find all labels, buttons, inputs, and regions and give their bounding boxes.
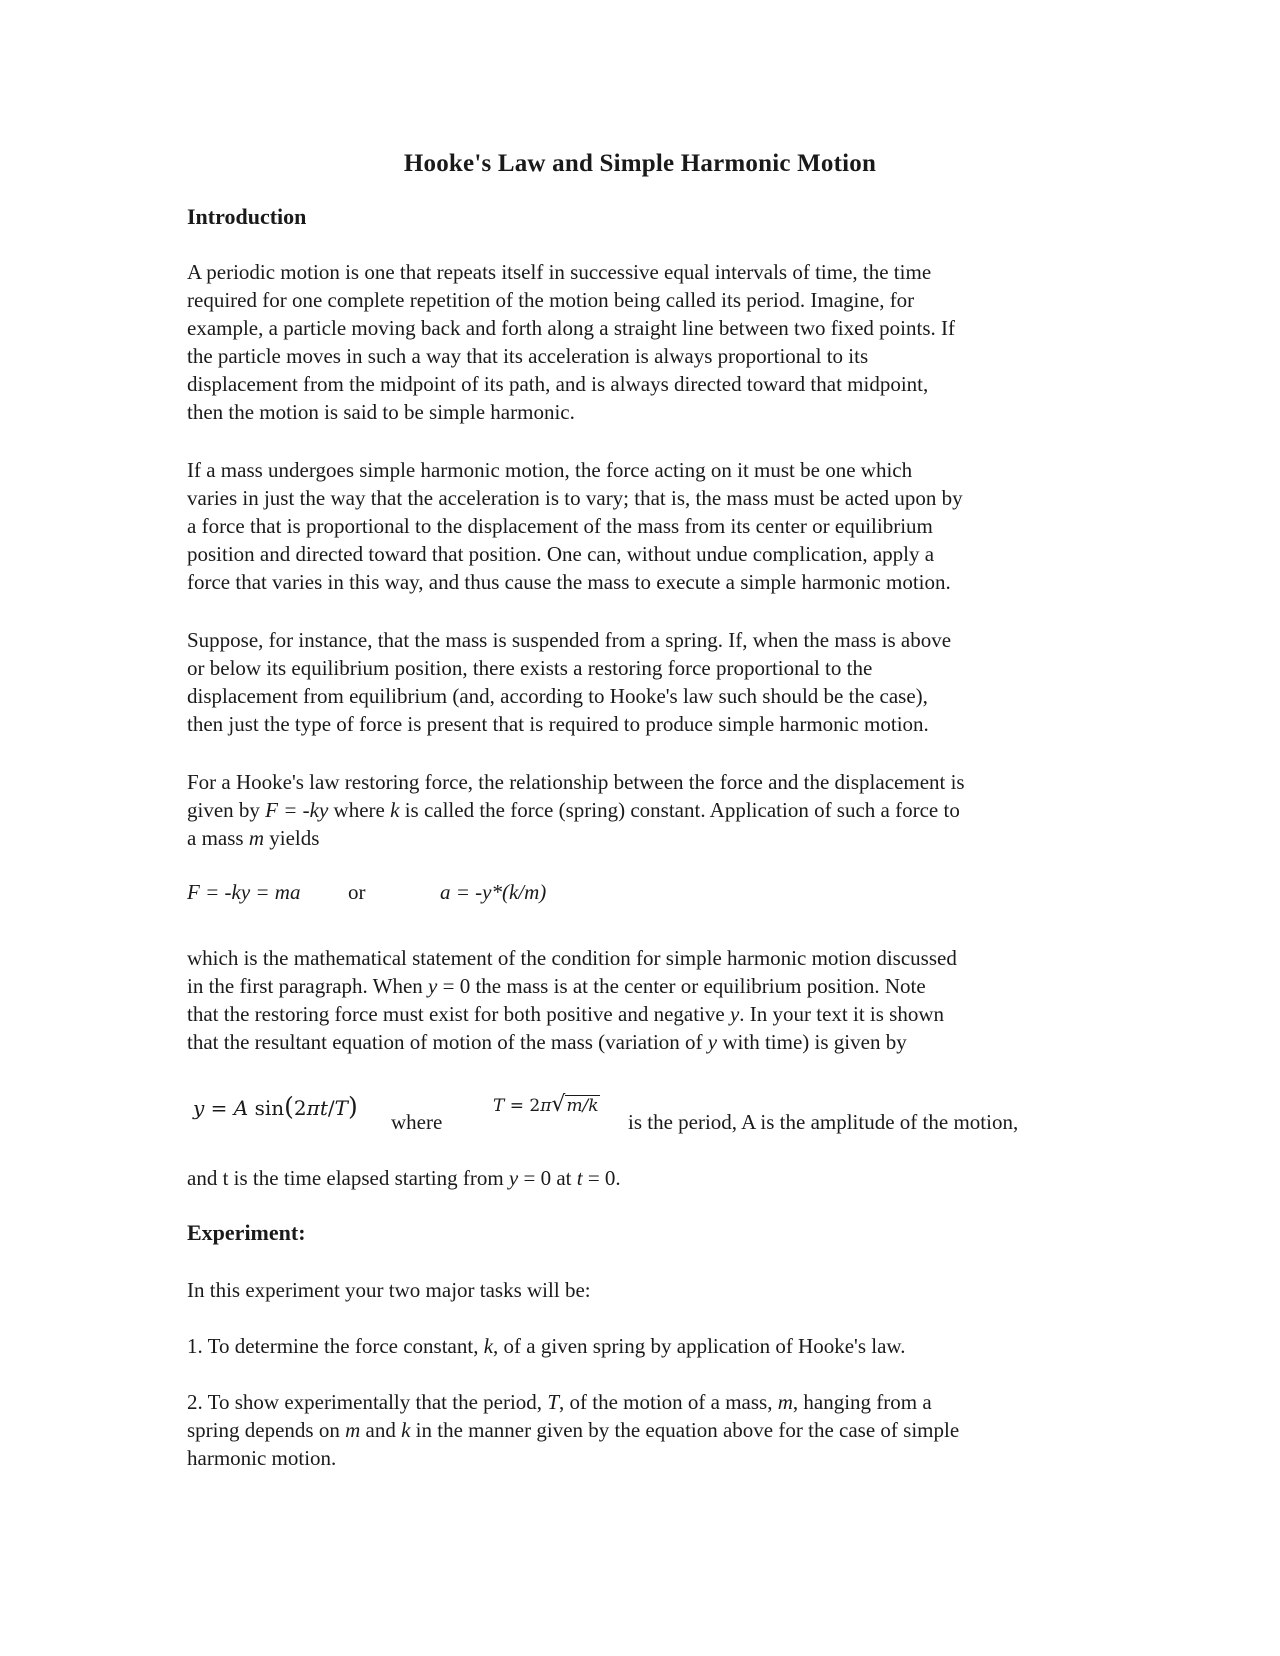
math-inline: y: [729, 1002, 740, 1026]
math-inline: m: [248, 826, 264, 850]
page-title: Hooke's Law and Simple Harmonic Motion: [403, 150, 877, 177]
math-symbol: T: [334, 1096, 348, 1120]
text-span: in the first paragraph. When: [187, 974, 429, 998]
math-symbol: m/k: [566, 1096, 599, 1116]
math-symbol: y: [193, 1096, 205, 1120]
text-line: [187, 1388, 1087, 1416]
math-symbol: A: [233, 1096, 249, 1120]
text-span: is called the force (spring) constant. Application of such a force to: [399, 798, 960, 822]
section-heading-introduction: Introduction: [187, 204, 307, 229]
text-line: Suppose, for instance, that the mass is suspended from a spring. If, when the mass is above: [187, 628, 952, 652]
experiment-task-2: [187, 1388, 1087, 1472]
math-inline: F = -ky: [265, 798, 329, 822]
intro-paragraph-3: [187, 626, 1087, 738]
math-symbol: = 2: [504, 1096, 541, 1116]
text-line: displacement from equilibrium (and, according to Hooke's law such should be the case),: [187, 684, 928, 708]
text-line: position and directed toward that position. One can, without undue complication, apply a: [187, 542, 935, 566]
section-heading-experiment: Experiment:: [187, 1220, 306, 1245]
text-span: yields: [264, 826, 320, 850]
math-symbol: =: [204, 1096, 234, 1120]
math-symbol: ): [347, 1092, 358, 1121]
text-span: spring depends on: [187, 1418, 346, 1442]
intro-paragraph-6: [187, 1164, 1087, 1192]
equation-force-left: [187, 880, 300, 905]
text-line: then the motion is said to be simple harmonic.: [187, 400, 575, 424]
text-line: [187, 1416, 1087, 1444]
text-span: = 0.: [582, 1166, 621, 1190]
math-symbol: t: [319, 1096, 328, 1120]
experiment-task-1: [187, 1332, 1087, 1360]
text-line: [187, 1028, 1087, 1056]
intro-paragraph-5: [187, 944, 1087, 1056]
text-line: For a Hooke's law restoring force, the relationship between the force and the displacement is: [187, 770, 965, 794]
text-span: = 0 the mass is at the center or equilibrium position. Note: [437, 974, 926, 998]
text-span: that the restoring force must exist for both positive and negative: [187, 1002, 730, 1026]
text-line: [187, 1164, 1087, 1192]
intro-paragraph-4: [187, 768, 1087, 852]
text-line: A periodic motion is one that repeats itself in successive equal intervals of time, the time: [187, 260, 932, 284]
intro-paragraph-2: [187, 456, 1087, 596]
math-symbol: (: [284, 1092, 294, 1121]
math-symbol: /: [327, 1096, 335, 1120]
equation-where: where: [391, 1110, 443, 1134]
experiment-intro: [187, 1276, 1087, 1304]
equation-displacement: [193, 1092, 358, 1121]
text-line: example, a particle moving back and forth along a straight line between two fixed points. If: [187, 316, 956, 340]
text-line: [187, 824, 1087, 852]
text-line: or below its equilibrium position, there exists a restoring force proportional to the: [187, 656, 873, 680]
text-span: and t is the time elapsed starting from: [187, 1166, 509, 1190]
text-line: required for one complete repetition of the motion being called its period. Imagine, for: [187, 288, 915, 312]
text-line: [187, 1332, 1087, 1360]
text-span: , hanging from a: [792, 1390, 932, 1414]
sqrt-icon: √m/k: [551, 1092, 599, 1117]
text-span: . In your text it is shown: [739, 1002, 945, 1026]
math-inline: k: [390, 798, 400, 822]
text-line: which is the mathematical statement of the condition for simple harmonic motion discussed: [187, 946, 957, 970]
text-line: the particle moves in such a way that its acceleration is always proportional to its: [187, 344, 869, 368]
math-inline: m: [345, 1418, 361, 1442]
math-inline: y: [428, 974, 438, 998]
text-span: that the resultant equation of motion of the mass (variation of: [187, 1030, 708, 1054]
math-symbol: π: [540, 1096, 552, 1116]
equation-text: F = -ky = ma: [187, 880, 301, 904]
text-span: in the manner given by the equation above for the case of simple: [410, 1418, 960, 1442]
math-symbol: T: [493, 1096, 505, 1116]
text-line: displacement from the midpoint of its path, and is always directed toward that midpoint,: [187, 372, 929, 396]
equation-or: or: [348, 880, 366, 904]
math-inline: k: [483, 1334, 494, 1358]
equation-period-tail: is the period, A is the amplitude of the motion,: [628, 1110, 1019, 1134]
text-line: varies in just the way that the acceleration is to vary; that is, the mass must be acted upon by: [187, 486, 963, 510]
text-line: In this experiment your two major tasks will be:: [187, 1278, 591, 1302]
math-inline: T: [547, 1390, 559, 1414]
text-span: , of the motion of a mass,: [559, 1390, 778, 1414]
text-line: force that varies in this way, and thus cause the mass to execute a simple harmonic motion.: [187, 570, 951, 594]
math-symbol: 2: [293, 1096, 307, 1120]
math-symbol: sin: [248, 1096, 285, 1120]
text-span: given by: [187, 798, 266, 822]
math-inline: y: [707, 1030, 718, 1054]
text-line: [187, 796, 1087, 824]
math-inline: k: [401, 1418, 411, 1442]
intro-paragraph-1: [187, 258, 1087, 426]
equation-accel-right: [440, 880, 546, 905]
text-line: a force that is proportional to the displacement of the mass from its center or equilibrium: [187, 514, 933, 538]
math-symbol: π: [306, 1096, 320, 1120]
text-span: and: [360, 1418, 402, 1442]
text-span: a mass: [187, 826, 249, 850]
math-inline: m: [777, 1390, 793, 1414]
text-span: where: [328, 798, 391, 822]
text-span: 2. To show experimentally that the period,: [187, 1390, 548, 1414]
text-line: If a mass undergoes simple harmonic motion, the force acting on it must be one which: [187, 458, 913, 482]
text-span: 1. To determine the force constant,: [187, 1334, 484, 1358]
equation-text: a = -y*(k/m): [440, 880, 547, 904]
text-span: , of a given spring by application of Hooke's law.: [493, 1334, 906, 1358]
text-line: then just the type of force is present that is required to produce simple harmonic motion.: [187, 712, 929, 736]
text-span: with time) is given by: [717, 1030, 907, 1054]
text-line: harmonic motion.: [187, 1446, 337, 1470]
math-inline: t: [576, 1166, 583, 1190]
text-line: [187, 1000, 1087, 1028]
equation-period: [493, 1092, 600, 1117]
text-line: [187, 972, 1087, 1000]
math-inline: y: [508, 1166, 519, 1190]
text-span: = 0 at: [518, 1166, 577, 1190]
